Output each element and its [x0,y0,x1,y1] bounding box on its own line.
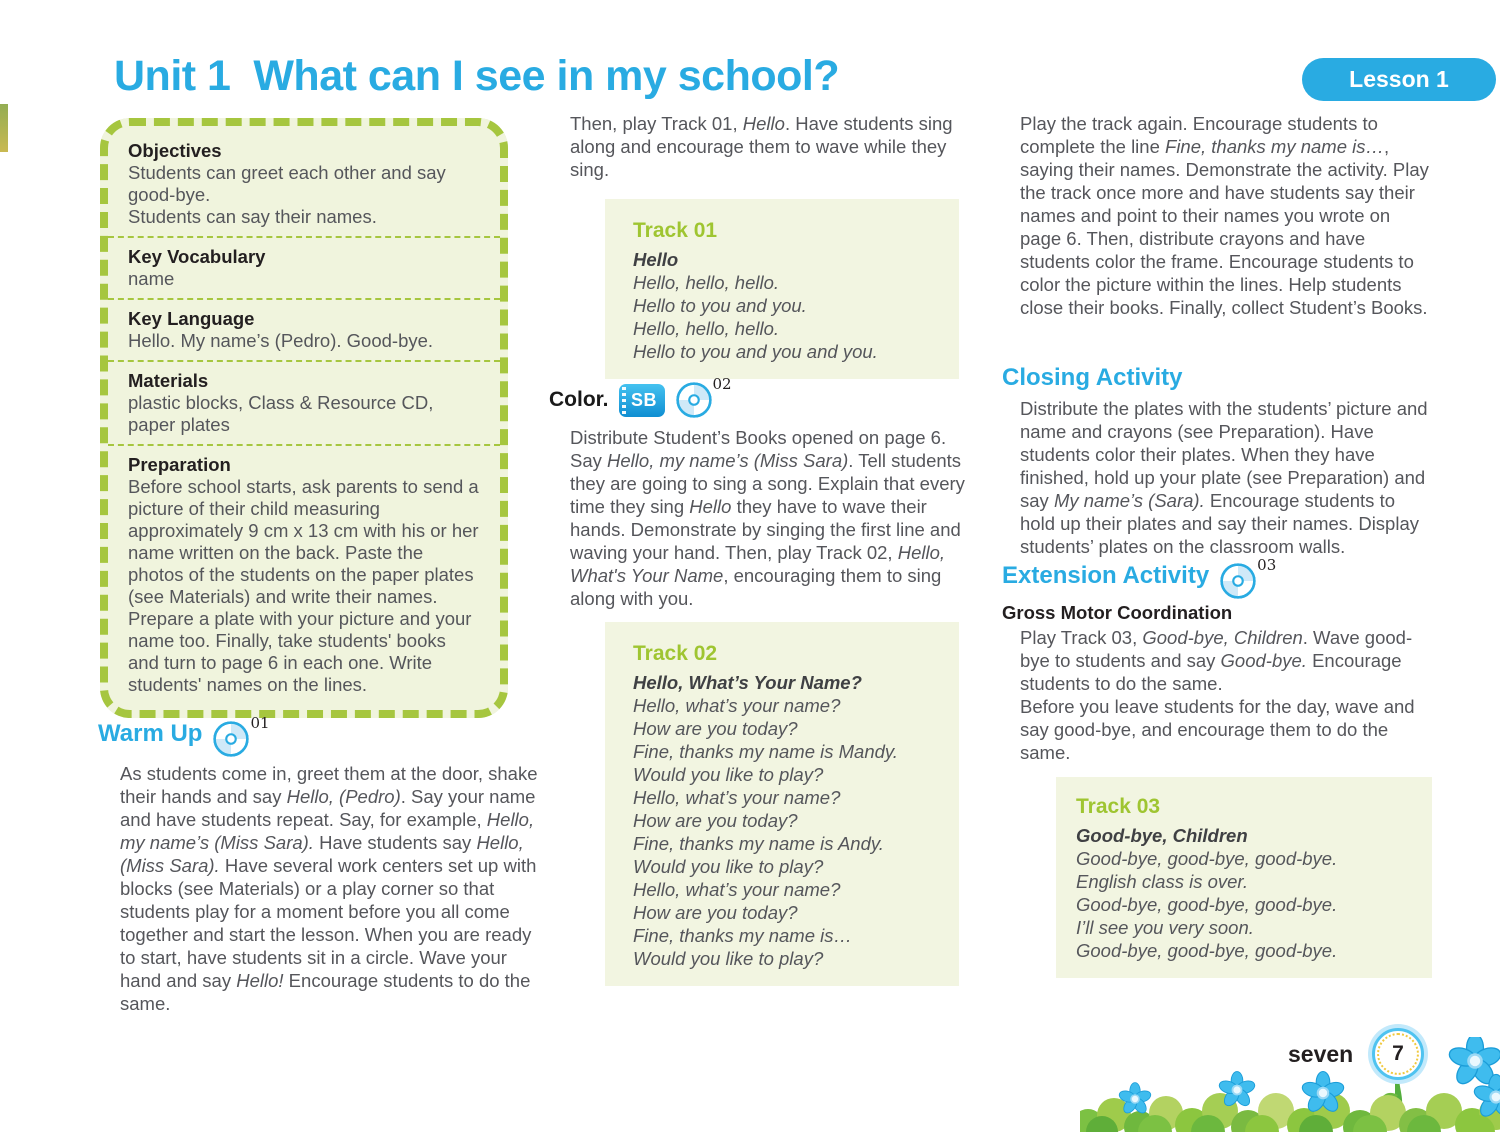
section-objectives [108,132,500,236]
section-body: Hello. My name’s (Pedro). Good-bye. [128,330,434,351]
student-book-icon [619,384,665,417]
section-key-vocabulary [108,236,500,298]
page-number-badge [1372,1028,1424,1080]
extension-activity-paragraph: Play Track 03, Good-bye, Children. Wave good-bye to students and say Good-bye. Encourage students to do the same. Before you leave students for the day, wave and say good-bye, and encourage them to do the same. [1020,627,1415,763]
closing-activity-heading: Closing Activity [1002,364,1183,391]
color-activity-paragraph: Distribute Student’s Books opened on page 6. Say Hello, my name’s (Miss Sara). Tell students they are going to sing a song. Explain that every time they sing Hello they have to wave their hands. Demonstrate by singing the first line and waving your hand. Then, play Track 02, Hello, What's Your Name, encouraging them to sing along with you. [570,427,965,609]
extension-activity-heading-row [1002,556,1277,600]
section-heading: Objectives [128,140,222,161]
section-body: name [128,268,175,289]
page-number-word: seven [1288,1041,1354,1067]
page-edge-tab [0,104,8,152]
track-title: Track 01 [633,219,718,242]
extension-activity-heading: Extension Activity [1002,562,1210,589]
track-song-title: Good-bye, Children [1076,825,1248,846]
track-song-title: Hello [633,249,679,270]
color-label: Color. [549,388,609,411]
track-lyrics: Hello, hello, hello. Hello to you and you. Hello, hello, hello. Hello to you and you and you. [633,272,878,362]
warm-up-paragraph: As students come in, greet them at the door, shake their hands and say Hello, (Pedro). Say your name and have students repeat. Say, for example, Hello, my name’s (Miss Sara). Have students say Hello, (Miss Sara). Have several work centers set up with blocks (see Materials) or a play corner so that students play for a moment before you all come together and start the lesson. When you are ready to start, have students sit in a circle. Wave your hand and say Hello! Encourage students to do the same. [120,763,538,1014]
info-box [100,118,508,718]
cd-track-number: 01 [250,714,270,732]
cd-icon [212,720,250,758]
section-body: Students can greet each other and say good-bye. Students can say their names. [128,162,446,227]
section-body: Before school starts, ask parents to send a picture of their child measuring approximately 9 cm x 13 cm with his or her name written on the back. Paste the photos of the students on the paper plates (see Materials) and write their names. Prepare a plate with your picture and your name too. Finally, take students' books and turn to page 6 in each one. Write students' names on the lines. [128,476,479,695]
section-materials [108,360,500,444]
middle-intro-paragraph: Then, play Track 01, Hello. Have students sing along and encourage them to wave while they sing. [570,113,953,180]
warm-up-heading-row [98,714,270,758]
cd-track-number: 02 [712,375,732,393]
track-song-title: Hello, What’s Your Name? [633,672,862,693]
section-heading: Key Vocabulary [128,246,266,267]
track-03-box [1056,777,1432,978]
track-lyrics: Hello, what’s your name? How are you today? Fine, thanks my name is Mandy. Would you like to play? Hello, what’s your name? How are you today? Fine, thanks my name is Andy. Would you like to play? Hello, what’s your name? How are you today? Fine, thanks my name is… Would you like to play? [633,695,898,969]
track-01-box [605,199,959,379]
cd-track-number: 03 [1257,556,1277,574]
section-heading: Key Language [128,308,255,329]
cd-track-01 [212,714,270,758]
page-title: Unit 1 What can I see in my school? [114,52,840,100]
cd-track-03 [1219,556,1277,600]
closing-activity-paragraph: Distribute the plates with the students’ picture and name and crayons (see Preparation). Have students color their plates. When they have finished, hold up your plate (see Preparation) and say My name’s (Sara). Encourage students to hold up their plates and say their names. Display students’ plates on the classroom walls. [1020,398,1428,557]
gross-motor-subheading: Gross Motor Coordination [1002,602,1233,623]
section-heading: Materials [128,370,209,391]
section-body: plastic blocks, Class & Resource CD, paper plates [128,392,434,435]
page-number: 7 [1392,1042,1404,1065]
warm-up-heading: Warm Up [98,720,203,747]
section-preparation [108,444,500,704]
right-paragraph-1: Play the track again. Encourage students to complete the line Fine, thanks my name is…, saying their names. Demonstrate the activity. Play the track once more and have students say their names and point to their names you wrote on page 6. Then, distribute crayons and have students color the frame. Encourage students to color the picture within the lines. Help students close their books. Finally, collect Student’s Books. [1020,113,1429,318]
track-02-box [605,622,959,986]
color-activity-row [549,375,732,419]
lesson-badge: Lesson 1 [1302,58,1496,101]
section-key-language [108,298,500,360]
cd-icon [675,381,713,419]
track-title: Track 03 [1076,795,1161,818]
student-book-icon-label: SB [631,389,658,410]
section-heading: Preparation [128,454,231,475]
cd-icon [1219,562,1257,600]
track-title: Track 02 [633,642,718,665]
closing-activity-heading-row [1002,364,1182,392]
cd-track-02 [675,375,732,419]
track-lyrics: Good-bye, good-bye, good-bye. English class is over. Good-bye, good-bye, good-bye. I’ll see you very soon. Good-bye, good-bye, good-bye. [1076,848,1338,961]
